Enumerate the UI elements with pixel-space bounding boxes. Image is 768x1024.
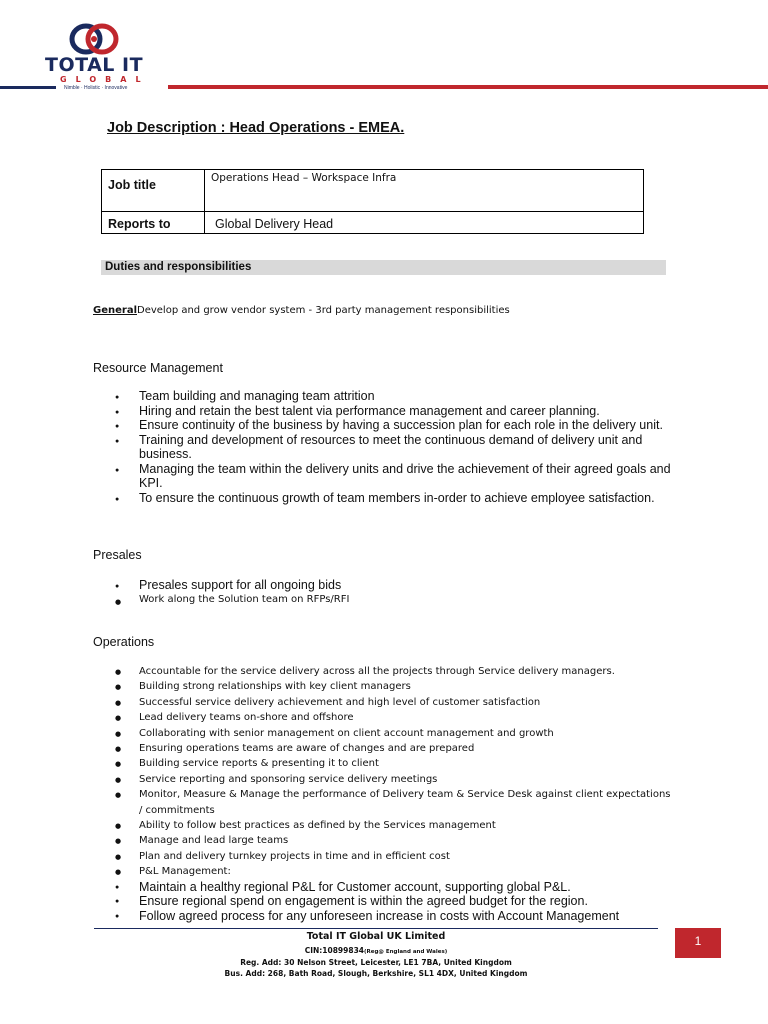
list-item: ● Training and development of resources to meet the continuous demand of delivery unit and business.	[113, 433, 673, 462]
logo-wordmark: TOTAL IT	[45, 54, 144, 76]
table-cell	[102, 170, 205, 212]
company-logo-icon	[67, 22, 121, 56]
job-title-label: Job title	[108, 178, 156, 192]
list-item: ● Work along the Solution team on RFPs/RFI	[113, 593, 673, 608]
logo-tagline: Nimble · Holistic · Innovative	[64, 85, 128, 91]
footer-bus-address: Bus. Add: 268, Bath Road, Slough, Berkshire, SL1 4DX, United Kingdom	[224, 969, 528, 978]
footer-rule	[94, 928, 658, 929]
reports-to-label: Reports to	[108, 217, 171, 231]
list-item: ● Accountable for the service delivery across all the projects through Service delivery managers.	[113, 664, 673, 679]
list-item: ● Ensuring operations teams are aware of changes and are prepared	[113, 741, 673, 756]
footer-cin-note: (Reg@ England and Wales)	[364, 949, 448, 955]
list-item: ● Building service reports & presenting it to client	[113, 756, 673, 771]
job-title-value: Operations Head – Workspace Infra	[211, 172, 397, 184]
resource-management-list	[113, 389, 673, 505]
table-cell	[205, 170, 644, 212]
list-item: ● Ability to follow best practices as defined by the Services management	[113, 818, 673, 833]
list-item: ● Manage and lead large teams	[113, 833, 673, 848]
footer-cin-main: CIN:10899834	[304, 946, 365, 955]
list-item: ● Plan and delivery turnkey projects in time and in efficient cost	[113, 849, 673, 864]
section-heading-presales: Presales	[93, 548, 142, 562]
list-item: ● Maintain a healthy regional P&L for Customer account, supporting global P&L.	[113, 880, 673, 895]
header-rule-red	[168, 85, 768, 89]
list-item: ● Building strong relationships with key client managers	[113, 679, 673, 694]
general-line	[93, 305, 510, 316]
page-number-badge: 1	[675, 928, 721, 958]
general-label: General	[93, 305, 137, 316]
reports-to-value: Global Delivery Head	[215, 217, 334, 231]
list-item: ● Lead delivery teams on-shore and offshore	[113, 710, 673, 725]
footer-reg-address: Reg. Add: 30 Nelson Street, Leicester, LE1 7BA, United Kingdom	[240, 958, 512, 967]
logo-subtitle: GLOBAL	[60, 75, 150, 84]
list-item: ● Presales support for all ongoing bids	[113, 578, 673, 593]
list-item: ● Managing the team within the delivery units and drive the achievement of their agreed goals and KPI.	[113, 462, 673, 491]
list-item: ● Monitor, Measure & Manage the performance of Delivery team & Service Desk against client expectations / commitments	[113, 787, 673, 818]
table-cell	[205, 212, 644, 234]
general-text: Develop and grow vendor system - 3rd party management responsibilities	[137, 305, 510, 316]
table-row	[102, 212, 644, 234]
list-item: ● Ensure regional spend on engagement is within the agreed budget for the region.	[113, 894, 673, 909]
list-item: ● Successful service delivery achievement and high level of customer satisfaction	[113, 695, 673, 710]
list-item: ● Hiring and retain the best talent via performance management and career planning.	[113, 404, 673, 419]
job-info-table	[101, 169, 644, 234]
table-cell	[102, 212, 205, 234]
list-item: ● Follow agreed process for any unforeseen increase in costs with Account Management	[113, 909, 673, 924]
table-row	[102, 170, 644, 212]
footer-cin	[94, 946, 658, 955]
list-item: ● Team building and managing team attrition	[113, 389, 673, 404]
section-heading-operations: Operations	[93, 635, 155, 649]
duties-heading: Duties and responsibilities	[101, 260, 666, 275]
operations-list	[113, 664, 673, 923]
section-heading-resource-management: Resource Management	[93, 361, 223, 375]
list-item: ● Collaborating with senior management on client account management and growth	[113, 726, 673, 741]
list-item: ● Ensure continuity of the business by having a succession plan for each role in the delivery unit.	[113, 418, 673, 433]
footer-company: Total IT Global UK Limited	[306, 931, 446, 942]
document-title: Job Description : Head Operations - EMEA.	[107, 120, 405, 136]
header-rule-navy	[0, 86, 56, 89]
list-item: ● Service reporting and sponsoring service delivery meetings	[113, 772, 673, 787]
list-item: ● To ensure the continuous growth of team members in-order to achieve employee satisfaction.	[113, 491, 673, 506]
presales-list	[113, 578, 673, 607]
list-item: ● P&L Management:	[113, 864, 673, 879]
